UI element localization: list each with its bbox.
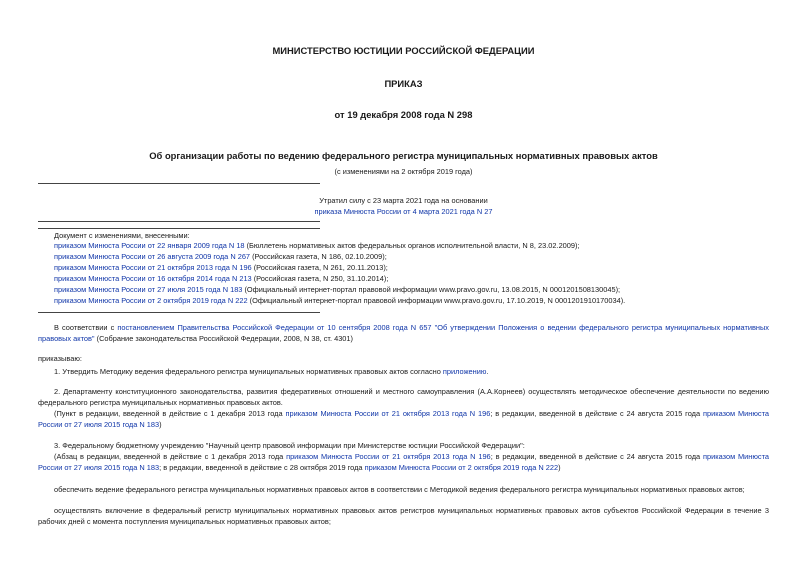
preamble-paragraph [38, 322, 769, 344]
amendment-source: (Российская газета, N 250, 31.10.2014); [251, 274, 389, 283]
amendment-source: (Российская газета, N 186, 02.10.2009); [250, 252, 387, 261]
list-item [54, 285, 620, 294]
preamble-text: В соответствии с [54, 323, 118, 332]
order-word: приказываю: [38, 354, 82, 363]
order-222-link[interactable]: приказом Минюста России от 2 октября 2019 года N 222 [364, 463, 559, 472]
clause-1 [38, 366, 769, 377]
appendix-link[interactable]: приложению [442, 367, 487, 376]
note-text: (Абзац в редакции, введенной в действие с 1 декабря 2013 года [54, 452, 287, 461]
note-text: ) [558, 463, 561, 472]
repeal-status-text: Утратил силу с 23 марта 2021 года на основании [319, 196, 488, 205]
repeal-order-link[interactable]: приказа Минюста России от 4 марта 2021 года N 27 [314, 207, 493, 216]
note-text: ; в редакции, введенной в действие с 24 августа 2015 года [490, 409, 703, 418]
clause-1-text: 1. Утвердить Методику ведения федерального регистра муниципальных нормативных правовых актов согласно [54, 367, 443, 376]
order-183-link[interactable]: приказом Минюста России от 27 июля 2015 года N 183 [38, 452, 769, 472]
note-text: ; в редакции, введенной в действие с 28 октября 2019 года [159, 463, 365, 472]
list-item [54, 274, 388, 283]
amendment-link[interactable]: приказом Минюста России от 27 июля 2015 года N 183 [54, 285, 243, 294]
list-item [54, 252, 387, 261]
amendment-source: (Официальный интернет-портал правовой информации www.pravo.gov.ru, 13.08.2015, N 0001201508130045); [242, 285, 621, 294]
order-183-link[interactable]: приказом Минюста России от 27 июля 2015 года N 183 [38, 409, 769, 429]
list-item [54, 263, 388, 272]
ministry-heading: МИНИСТЕРСТВО ЮСТИЦИИ РОССИЙСКОЙ ФЕДЕРАЦИИ [272, 45, 535, 56]
note-text: ) [159, 420, 162, 429]
order-196-link[interactable]: приказом Минюста России от 21 октября 2013 года N 196 [285, 409, 491, 418]
amendment-link[interactable]: приказом Минюста России от 16 октября 2014 года N 213 [54, 274, 252, 283]
doc-type-heading: ПРИКАЗ [384, 78, 423, 89]
amendment-source: (Российская газета, N 261, 20.11.2013); [251, 263, 388, 272]
clause-3-item-2: осуществлять включение в федеральный регистр муниципальных нормативных правовых актов регистров муниципальных нормативных правовых актов субъектов Российской Федерации в течение 3 рабочих дней с момента поступления муниципальных нормативных правовых актов; [38, 506, 769, 526]
amendment-link[interactable]: приказом Минюста России от 26 августа 2009 года N 267 [54, 252, 251, 261]
preamble-source: (Собрание законодательства Российской Федерации, 2008, N 38, ст. 4301) [94, 334, 353, 343]
separator-line [38, 312, 320, 313]
document-title: Об организации работы по ведению федерального регистра муниципальных нормативных правовых актов [149, 150, 658, 161]
clause-1-end: . [486, 367, 489, 376]
clause-2: 2. Департаменту конституционного законодательства, развития федеративных отношений и местного самоуправления (А.А.Корнеев) осуществлять методическое обеспечение деятельности по ведению федерального регистра муниципальных нормативных правовых актов. [38, 387, 769, 407]
list-item [54, 241, 580, 250]
clause-3: 3. Федеральному бюджетному учреждению "Научный центр правовой информации при Министерстве юстиции Российской Федерации": [54, 441, 525, 450]
separator-line [38, 183, 320, 184]
separator-line [38, 221, 320, 222]
amendment-link[interactable]: приказом Минюста России от 22 января 2009 года N 18 [54, 241, 245, 250]
list-item [54, 296, 625, 305]
note-text: (Пункт в редакции, введенной в действие с 1 декабря 2013 года [54, 409, 286, 418]
clause-3-item-1: обеспечить ведение федерального регистра муниципальных нормативных правовых актов в соответствии с Методикой ведения федерального регистра муниципальных нормативных правовых актов; [54, 485, 745, 494]
note-text: ; в редакции, введенной в действие с 24 августа 2015 года [490, 452, 703, 461]
amendment-source: (Официальный интернет-портал правовой информации www.pravo.gov.ru, 17.10.2019, N 0001201910170034). [247, 296, 626, 305]
clause-2-revision-note [38, 408, 769, 430]
separator-line [38, 228, 320, 229]
amendment-link[interactable]: приказом Минюста России от 2 октября 2019 года N 222 [54, 296, 248, 305]
amendment-link[interactable]: приказом Минюста России от 21 октября 2013 года N 196 [54, 263, 252, 272]
amendments-heading: Документ с изменениями, внесенными: [54, 231, 190, 240]
amendment-source: (Бюллетень нормативных актов федеральных органов исполнительной власти, N 8, 23.02.2009); [244, 241, 580, 250]
clause-3-revision-note [38, 451, 769, 473]
order-196-link[interactable]: приказом Минюста России от 21 октября 2013 года N 196 [286, 452, 491, 461]
government-decree-link[interactable]: постановлением Правительства Российской Федерации от 10 сентября 2008 года N 657 "Об утверждении Положения о ведении федерального регистра муниципальных нормативных правовых актов" [38, 323, 770, 343]
date-number-heading: от 19 декабря 2008 года N 298 [334, 109, 473, 120]
changes-note: (с изменениями на 2 октября 2019 года) [334, 167, 473, 176]
